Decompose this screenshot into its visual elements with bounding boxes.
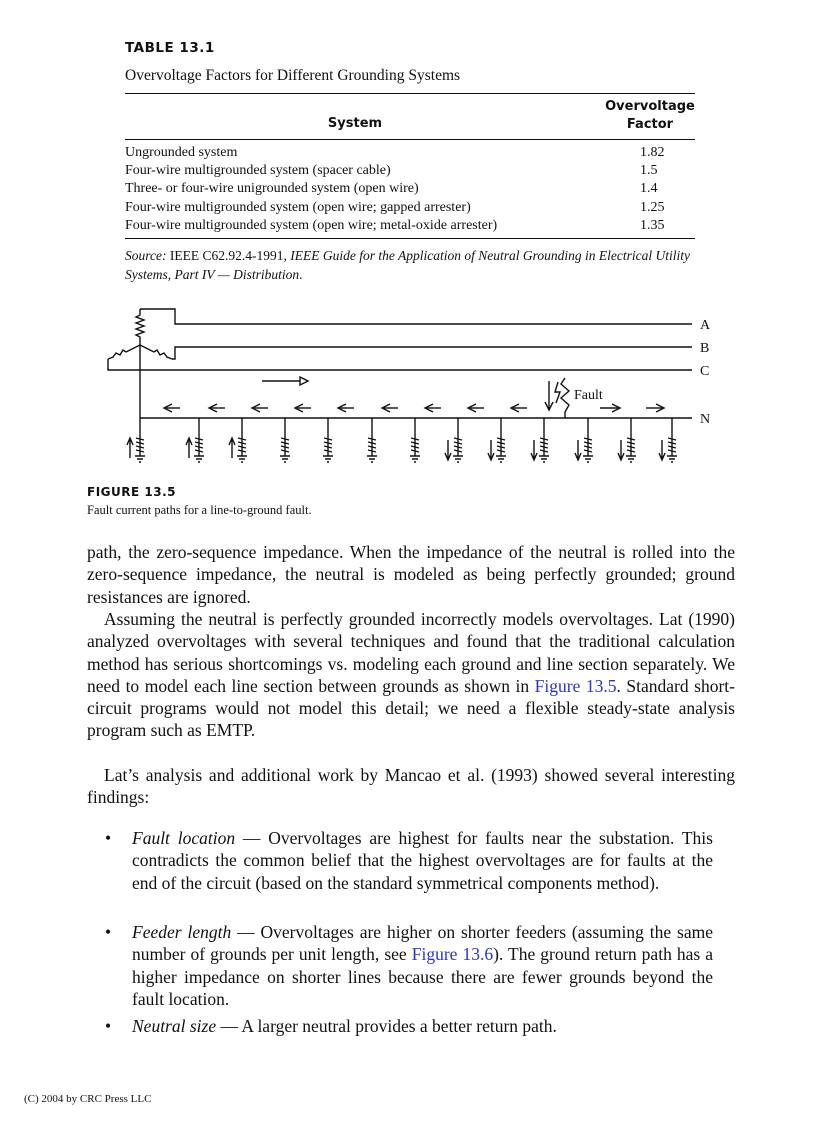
table-caption: Overvoltage Factors for Different Grounding Systems	[125, 67, 461, 84]
phase-b-line	[172, 347, 692, 359]
figure-label: FIGURE 13.5	[87, 485, 176, 499]
bullet-lead: Neutral size	[132, 1016, 217, 1036]
transformer-leg-right	[140, 345, 172, 359]
fault-path	[561, 378, 569, 418]
ground-rod	[367, 418, 377, 462]
paragraph	[87, 608, 735, 742]
bullet-lead: Feeder length	[132, 922, 232, 942]
table-cell-system: Four-wire multigrounded system (spacer cable)	[125, 163, 391, 178]
table-cell-system: Four-wire multigrounded system (open wire; metal-oxide arrester)	[125, 218, 498, 233]
table-row	[125, 145, 695, 163]
ground-electrodes	[127, 418, 677, 462]
table-cell-factor: 1.35	[640, 218, 665, 233]
bullet-icon: •	[105, 828, 112, 848]
column-header-system: System	[327, 116, 383, 131]
column-header-factor-line1: Overvoltage	[605, 99, 695, 114]
table-rule-bottom	[125, 238, 695, 239]
ground-rod	[280, 418, 290, 462]
transformer-leg-left	[108, 345, 140, 359]
transformer-coil	[136, 309, 144, 345]
phase-c-line	[108, 359, 692, 370]
table-label: TABLE 13.1	[125, 40, 215, 56]
table-row	[125, 163, 695, 181]
ground-rod	[186, 418, 204, 462]
table-cell-system: Three- or four-wire unigrounded system (open wire)	[125, 181, 419, 196]
ground-rod	[410, 418, 420, 462]
table-cell-factor: 1.25	[640, 200, 665, 215]
neutral-forward-arrows	[600, 404, 664, 412]
table-rule-mid	[125, 139, 695, 140]
table-cell-system: Four-wire multigrounded system (open wire; gapped arrester)	[125, 200, 471, 215]
ground-rod	[531, 418, 549, 462]
ground-rod	[488, 418, 506, 462]
paragraph: Lat’s analysis and additional work by Mancao et al. (1993) showed several interesting findings:	[87, 765, 735, 808]
ground-rod	[229, 418, 247, 462]
paragraph-text: Assuming the neutral is perfectly grounded incorrectly models overvoltages. Lat (1990) analyzed overvoltages with several techniques and found that the traditional calculation method has serious shortcomings vs. modeling each ground and line section separately. We need to model each line section between grounds as shown in	[87, 609, 735, 696]
ground-rod	[323, 418, 333, 462]
table-row	[125, 181, 695, 199]
phase-label-b: B	[700, 341, 710, 356]
bullet-text: — A larger neutral provides a better return path.	[216, 1016, 557, 1036]
source-end: .	[299, 267, 303, 282]
phase-label-c: C	[700, 364, 710, 379]
fault-lightning	[555, 382, 560, 403]
bullet-lead: Fault location	[132, 828, 236, 848]
fault-current-diagram	[100, 305, 730, 475]
bullet-text: ). The ground return path has a higher impedance on shorter lines because there are fewer grounds beyond the fault location.	[132, 944, 713, 1009]
paragraph: path, the zero-sequence impedance. When the impedance of the neutral is rolled into the zero-sequence impedance, the neutral is modeled as being perfectly grounded; ground resistances are ignored.	[87, 542, 735, 607]
phase-label-n: N	[700, 412, 711, 427]
table-row	[125, 200, 695, 218]
source-reference: IEEE C62.92.4-1991,	[166, 248, 291, 263]
fault-label: Fault	[574, 388, 603, 403]
table-cell-factor: 1.82	[640, 145, 665, 160]
source-label: Source:	[125, 248, 167, 263]
table-source-note	[125, 246, 697, 284]
table-cell-factor: 1.5	[640, 163, 658, 178]
ground-rod	[445, 418, 463, 462]
bullet-icon: •	[105, 1016, 112, 1036]
ground-rod	[618, 418, 636, 462]
bullet-text: — Overvoltages are highest for faults near the substation. This contradicts the common belief that the highest overvoltages are for faults at the end of the circuit (based on the standard symmetrical components method).	[132, 828, 713, 893]
paragraph-text: . Standard short-circuit programs would not model this detail; we need a flexible steady-state analysis program such as EMTP.	[87, 675, 735, 741]
table-rule-top	[125, 93, 695, 94]
table-row	[125, 218, 695, 236]
table-cell-system: Ungrounded system	[125, 145, 238, 160]
ground-rod	[575, 418, 593, 462]
bullet-icon: •	[105, 922, 112, 942]
table-cell-factor: 1.4	[640, 181, 658, 196]
figure-caption: Fault current paths for a line-to-ground fault.	[87, 503, 312, 517]
ground-rod	[127, 418, 145, 462]
phase-a-line	[140, 309, 692, 324]
figure-13-6-link[interactable]: Figure 13.6	[411, 944, 494, 965]
column-header-factor	[600, 98, 700, 134]
figure-13-5-link[interactable]: Figure 13.5	[534, 675, 617, 696]
neutral-return-arrows	[164, 404, 527, 412]
phase-label-a: A	[700, 318, 711, 333]
copyright-footer: (C) 2004 by CRC Press LLC	[24, 1093, 152, 1105]
ground-rod	[659, 418, 677, 462]
source-title: IEEE Guide for the Application of Neutral Grounding in Electrical Utility Systems, Part IV — Distribution	[125, 248, 690, 282]
column-header-factor-line2: Factor	[626, 117, 674, 132]
bullet-text: — Overvoltages are higher on shorter feeders (assuming the same number of grounds per unit length, see	[132, 922, 713, 965]
